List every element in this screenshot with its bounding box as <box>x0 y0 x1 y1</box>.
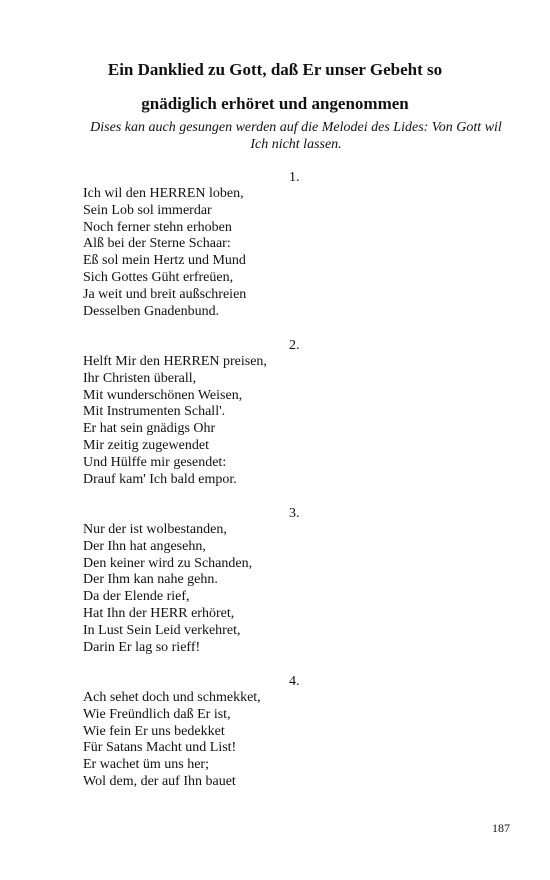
verse-line: Mir zeitig zugewendet <box>83 437 209 453</box>
stanza-number: 1. <box>289 170 300 185</box>
stanza-lines <box>83 186 246 320</box>
stanza-number: 3. <box>289 506 300 521</box>
verse-line: Und Hülffe mir gesendet: <box>83 454 227 470</box>
verse-line: Der Ihn hat angesehn, <box>83 538 206 554</box>
verse-line: Drauf kam' Ich bald empor. <box>83 471 237 487</box>
verse-line: Ja weit und breit außschreien <box>83 286 247 302</box>
verse-line: Der Ihm kan nahe gehn. <box>83 572 218 588</box>
verse-line: Mit Instrumenten Schall'. <box>83 404 226 420</box>
stanza-number: 4. <box>289 674 300 689</box>
verse-line: Eß sol mein Hertz und Mund <box>83 253 246 269</box>
verse-line: Ihr Christen überall, <box>83 370 197 386</box>
verse-line: Sich Gottes Güht erfreüen, <box>83 269 234 285</box>
subtitle: Dises kan auch gesungen werden auf die Melodei des Lides: Von Gott wil Ich nicht lassen. <box>90 120 502 152</box>
stanza-lines <box>83 522 252 656</box>
title-line-1: Ein Danklied zu Gott, daß Er unser Gebeht so <box>107 60 443 79</box>
verse-line: Darin Er lag so rieff! <box>83 639 201 655</box>
verse-line: Er hat sein gnädigs Ohr <box>83 421 216 437</box>
stanza-lines <box>83 354 267 488</box>
verse-line: Mit wunderschönen Weisen, <box>83 387 243 403</box>
verse-line: Wie fein Er uns bedekket <box>83 723 225 739</box>
verse-line: Desselben Gnadenbund. <box>83 303 220 319</box>
verse-line: Alß bei der Sterne Schaar: <box>83 236 231 252</box>
verse-line: Sein Lob sol immerdar <box>83 202 212 218</box>
verse-line: Ach sehet doch und schmekket, <box>83 690 261 705</box>
verse-line: Wie Freündlich daß Er ist, <box>83 706 231 722</box>
verse-line: Helft Mir den HERREN preisen, <box>83 354 267 369</box>
stanza-lines <box>83 690 261 791</box>
verse-line: In Lust Sein Leid verkehret, <box>83 622 241 638</box>
verse-line: Ich wil den HERREN loben, <box>83 186 244 201</box>
verse-line: Für Satans Macht und List! <box>83 740 237 756</box>
verse-line: Hat Ihn der HERR erhöret, <box>83 605 235 621</box>
verse-line: Wol dem, der auf Ihn bauet <box>83 773 236 789</box>
page-number: 187 <box>492 821 510 835</box>
verse-line: Da der Elende rief, <box>83 589 190 605</box>
stanza-number: 2. <box>289 338 300 353</box>
verse-line: Den keiner wird zu Schanden, <box>83 555 253 571</box>
verse-line: Nur der ist wolbestanden, <box>83 522 227 537</box>
title-line-2: gnädiglich erhöret und angenommen <box>141 94 409 113</box>
verse-line: Noch ferner stehn erhoben <box>83 219 232 235</box>
verse-line: Er wachet üm uns her; <box>83 757 209 773</box>
